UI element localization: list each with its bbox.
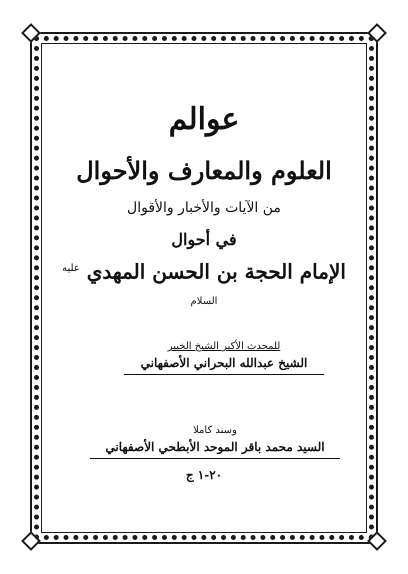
subject-intro: في أحوال [171, 230, 237, 249]
subject-heading [48, 254, 360, 319]
title-page [48, 48, 360, 528]
editor-block [90, 424, 340, 459]
book-title-line-2: العلوم والمعارف والأحوال [76, 156, 332, 185]
editor-intro: وسند كاملا [193, 425, 237, 436]
editor-name: السيد محمد باقر الموحد الأبطحي الأصفهاني [90, 438, 340, 459]
book-title: عوالم [168, 102, 240, 137]
subject-honorific: عليه السلام [62, 263, 218, 307]
author-block [124, 340, 324, 375]
author-intro: للمحدث الأكبر الشيخ الخبير [167, 341, 281, 352]
book-subtitle: من الآيات والأخبار والأقوال [127, 200, 281, 216]
subject-name: الإمام الحجة بن الحسن المهدي [86, 259, 346, 284]
volume-mark: ٢٠-١ ج [185, 468, 223, 482]
author-name: الشيخ عبدالله البحراني الأصفهاني [124, 354, 324, 375]
